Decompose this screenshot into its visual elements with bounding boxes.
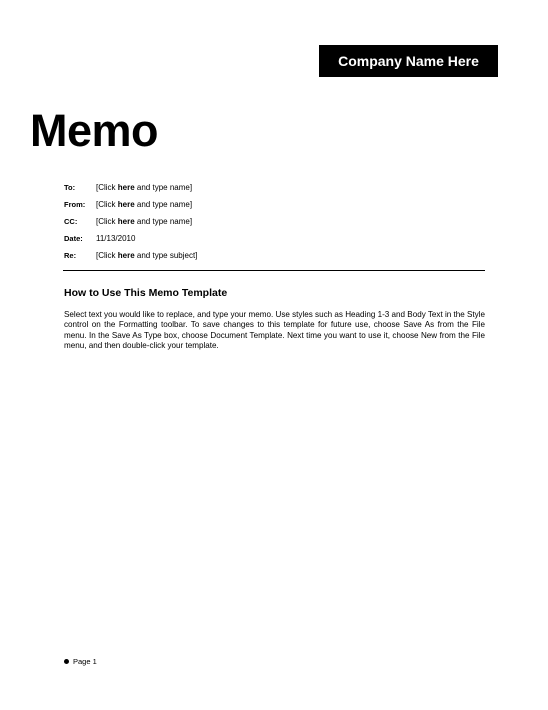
company-name-box [319, 45, 498, 77]
date-label: Date: [64, 234, 83, 243]
cc-label: CC: [64, 217, 78, 226]
bullet-icon [64, 659, 69, 664]
header-row-to [64, 179, 484, 196]
body-paragraph[interactable]: Select text you would like to replace, and type your memo. Use styles such as Heading 1-3 and Body Text in the Style control on the Formatting toolbar. To save changes to this template for future use, choose Save As from the File menu. In the Save As Type box, choose Document Template. Next time you want to use it, choose New from the File menu, and then double-click your template. [64, 310, 485, 350]
section-heading: How to Use This Memo Template [64, 287, 228, 299]
to-value[interactable]: [Click here and type name] [96, 183, 193, 192]
cc-value[interactable]: [Click here and type name] [96, 217, 193, 226]
header-row-from [64, 196, 484, 213]
header-row-re [64, 247, 484, 264]
page-footer [64, 657, 97, 666]
memo-header-fields [64, 179, 484, 264]
from-value[interactable]: [Click here and type name] [96, 200, 193, 209]
from-label: From: [64, 200, 86, 209]
header-divider [63, 270, 485, 271]
re-label: Re: [64, 251, 77, 260]
to-label: To: [64, 183, 76, 192]
memo-title: Memo [30, 105, 159, 156]
header-row-date [64, 230, 484, 247]
company-name: Company Name Here [338, 53, 479, 69]
date-value[interactable]: 11/13/2010 [96, 234, 136, 243]
page-number: Page 1 [73, 657, 97, 666]
re-value[interactable]: [Click here and type subject] [96, 251, 198, 260]
header-row-cc [64, 213, 484, 230]
